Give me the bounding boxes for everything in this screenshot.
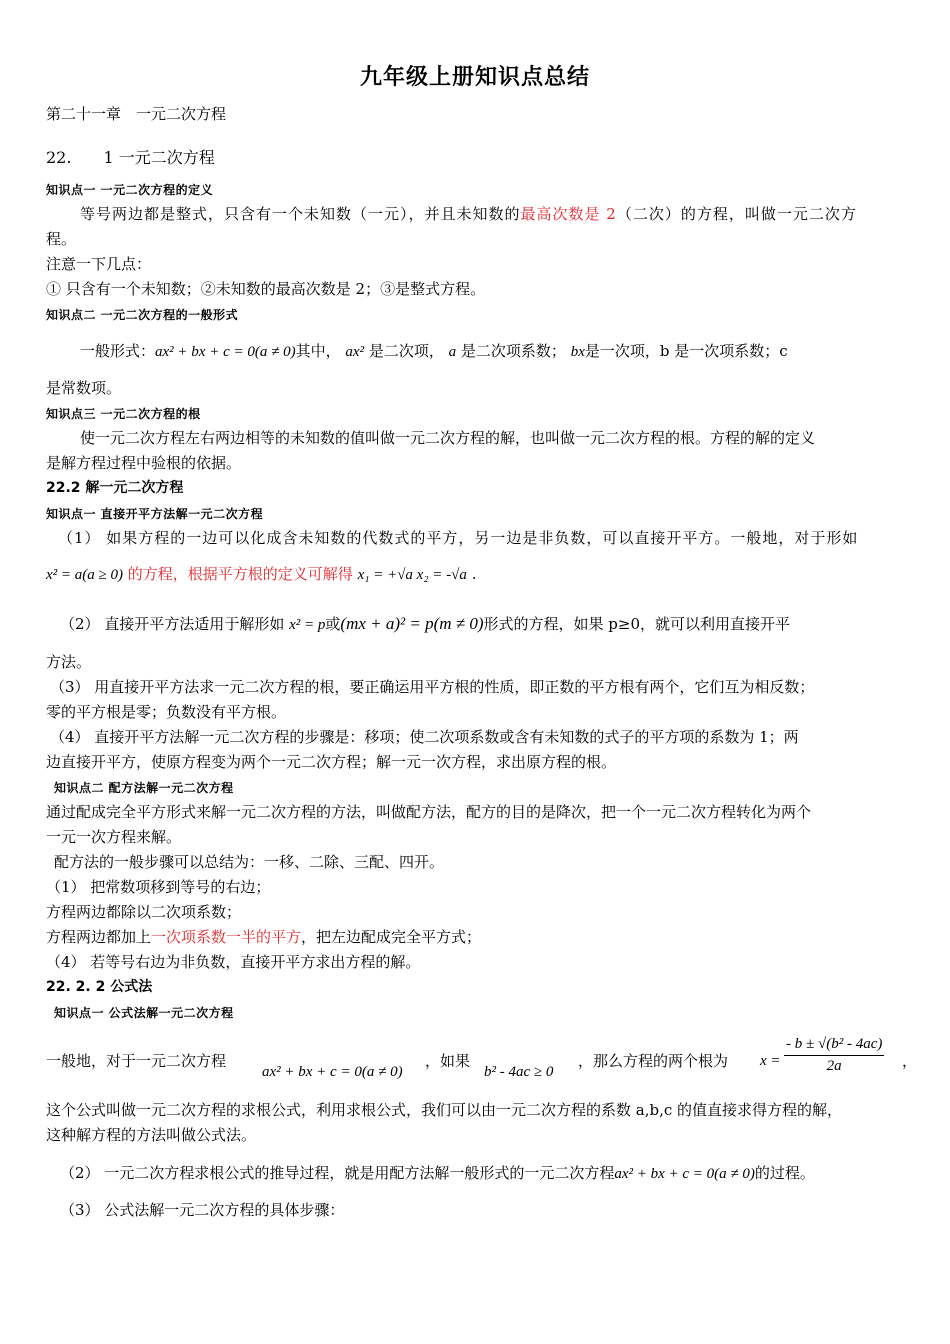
kp2-term3: bx [570, 344, 585, 360]
formula-lead: 一般地，对于一元二次方程 [46, 1052, 227, 1070]
section-22-2-heading: 22.2 解一元二次方程 [46, 480, 184, 496]
kp2-heading: 知识点二 一元二次方程的一般形式 [46, 308, 239, 322]
formula-heading: 知识点一 公式法解一元二次方程 [54, 1006, 234, 1020]
formula-p2-f: ax² + bx + c = 0(a ≠ 0) [614, 1166, 755, 1182]
complete-step1: （1） 把常数项移到等号的右边； [46, 878, 271, 896]
direct-p1-red: 的方程，根据平方根的定义可解得 [127, 565, 353, 583]
direct-p1-line1: （1） 如果方程的一边可以化成含未知数的代数式的平方，另一边是非负数，可以直接开平方。一般地，对于形如 [58, 529, 859, 547]
formula-then: ，那么方程的两个根为 [578, 1052, 729, 1070]
direct-p3-line1: （3） 用直接开平方法求一元二次方程的根，要正确运用平方根的性质，即正数的平方根有两个，它们互为相反数； [50, 678, 815, 696]
kp1-text-b: （二次）的方程，叫做一元二次方 [616, 205, 857, 223]
direct-p2-or: 或 [325, 615, 341, 633]
formula-comma: ， [902, 1052, 918, 1070]
kp2-term1: ax² [345, 344, 365, 360]
complete-heading: 知识点二 配方法解一元二次方程 [54, 781, 234, 795]
kp1-heading: 知识点一 一元二次方程的定义 [46, 183, 214, 197]
section-22-1-heading: 22. 1 一元二次方程 [46, 148, 215, 167]
complete-step3-red: 一次项系数一半的平方 [151, 928, 302, 946]
direct-p1-formula: x² = a(a ≥ 0) [46, 567, 123, 583]
formula-p3: （3） 公式法解一元二次方程的具体步骤： [60, 1201, 345, 1219]
formula-line3: 这种解方程的方法叫做公式法。 [46, 1126, 257, 1144]
complete-line1: 通过配成完全平方形式来解一元二次方程的方法，叫做配方法，配方的目的是降次，把一个一元二次方程转化为两个 [46, 803, 812, 821]
direct-p2-f1: x² = p [289, 617, 326, 633]
kp2-formula: ax² + bx + c = 0(a ≠ 0) [155, 344, 296, 360]
kp1-highlight: 最高次数是 2 [520, 205, 617, 223]
direct-p2-b: 形式的方程，如果 p≥0，就可以利用直接开平 [483, 615, 791, 633]
complete-line3: 配方法的一般步骤可以总结为：一移、二除、三配、四开。 [54, 853, 445, 871]
kp2-lead: 一般形式： [80, 342, 156, 360]
direct-p3-line2: 零的平方根是零；负数没有平方根。 [46, 703, 287, 721]
direct-p2-a: （2） 直接开平方法适用于解形如 [60, 615, 285, 633]
kp1-text-a: 等号两边都是整式，只含有一个未知数（一元），并且未知数的 [80, 205, 521, 223]
complete-step4: （4） 若等号右边为非负数，直接开平方求出方程的解。 [46, 953, 421, 971]
kp1-note-title: 注意一下几点： [46, 255, 152, 273]
direct-p2-line2: 方法。 [46, 653, 92, 671]
kp1-definition [80, 204, 857, 224]
direct-p4-line2: 边直接开平方，使原方程变为两个一元二次方程；解一元一次方程，求出原方程的根。 [46, 753, 617, 771]
kp3-line1: 使一元二次方程左右两边相等的未知数的值叫做一元二次方程的解，也叫做一元二次方程的根。方程的解的定义 [80, 429, 816, 447]
direct-p2-line1 [60, 614, 790, 635]
complete-step3 [46, 927, 481, 947]
direct-p2-f2: (mx + a)² = p(m ≠ 0) [340, 614, 484, 633]
quadratic-denominator: 2a [826, 1058, 842, 1074]
complete-step2: 方程两边都除以二次项系数； [46, 903, 242, 921]
formula-p2 [60, 1163, 815, 1184]
formula-eq: ax² + bx + c = 0(a ≠ 0) [262, 1064, 403, 1080]
kp2-t1: 是二次项， [368, 342, 444, 360]
formula-p2-b: 的过程。 [754, 1164, 815, 1182]
direct-p1-roots: x₁ = +√a x₂ = -√a [357, 567, 467, 583]
formula-condition: b² - 4ac ≥ 0 [484, 1064, 554, 1080]
direct-p4-line1: （4） 直接开平方法解一元二次方程的步骤是：移项；使二次项系数或含有未知数的式子的平方项的系数为 1；两 [50, 728, 799, 746]
quadratic-numerator: - b ± √(b² - 4ac) [784, 1036, 884, 1056]
chapter-heading: 第二十一章 一元二次方程 [46, 105, 227, 123]
kp2-term2: a [448, 344, 457, 360]
kp2-after: 其中， [295, 342, 341, 360]
kp1-definition-cont: 程。 [46, 230, 77, 248]
section-22-2-2-heading: 22. 2. 2 公式法 [46, 979, 153, 995]
direct-p1-line2 [46, 564, 476, 585]
kp2-t3: 是一次项，b 是一次项系数；c [584, 342, 788, 360]
quadratic-formula-fraction [784, 1036, 884, 1075]
kp3-heading: 知识点三 一元二次方程的根 [46, 407, 201, 421]
complete-step3-a: 方程两边都加上 [46, 928, 152, 946]
kp1-notes: ① 只含有一个未知数；②未知数的最高次数是 2；③是整式方程。 [46, 280, 486, 298]
formula-if: ，如果 [425, 1052, 471, 1070]
kp2-t2: 是二次项系数； [460, 342, 566, 360]
formula-line2: 这个公式叫做一元二次方程的求根公式，利用求根公式，我们可以由一元二次方程的系数 a,b,c 的值直接求得方程的解， [46, 1101, 843, 1119]
kp3-line2: 是解方程过程中验根的依据。 [46, 454, 242, 472]
direct-heading: 知识点一 直接开平方法解一元二次方程 [46, 507, 264, 521]
kp2-general-form [80, 341, 788, 362]
complete-step3-b: ，把左边配成完全平方式； [301, 928, 482, 946]
page-title: 九年级上册知识点总结 [359, 64, 590, 90]
direct-p1-end: . [471, 565, 477, 583]
complete-line2: 一元一次方程来解。 [46, 828, 182, 846]
formula-x-eq: x = [760, 1053, 781, 1069]
kp2-constant: 是常数项。 [46, 379, 122, 397]
formula-p2-a: （2） 一元二次方程求根公式的推导过程，就是用配方法解一般形式的一元二次方程 [60, 1164, 615, 1182]
